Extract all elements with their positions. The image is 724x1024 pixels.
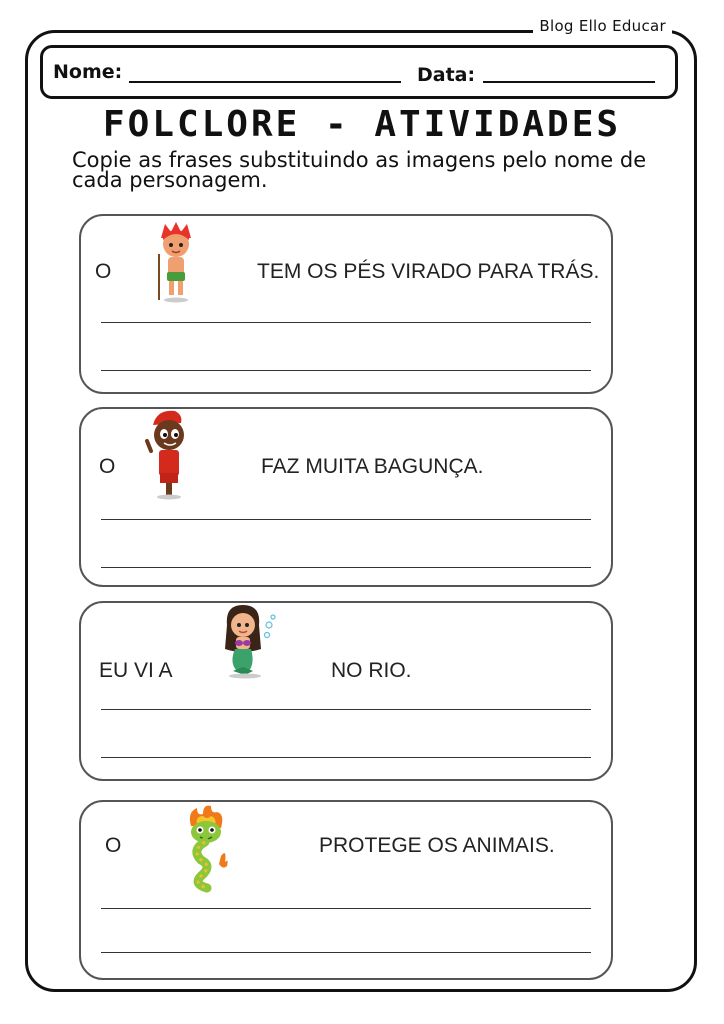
sentence-end: PROTEGE OS ANIMAIS. [319,834,555,857]
iara-mermaid-icon [219,603,281,679]
writing-line[interactable] [101,709,591,710]
writing-line[interactable] [101,322,591,323]
date-field[interactable] [483,81,655,83]
writing-line[interactable] [101,908,591,909]
boitata-snake-icon [181,804,233,894]
sentence-start: EU VI A [99,659,173,682]
curupira-icon [153,222,199,304]
instructions: Copie as frases substituindo as imagens pelo nome de cada personagem. [72,148,647,192]
sentence-start: O [99,455,116,478]
sentence-start: O [95,260,112,283]
blog-credit: Blog Ello Educar [533,17,672,35]
writing-line[interactable] [101,952,591,953]
writing-line[interactable] [101,757,591,758]
activity-card-3 [79,601,613,781]
activity-card-2 [79,407,613,587]
date-label: Data: [417,64,476,86]
activity-card-4 [79,800,613,980]
writing-line[interactable] [101,519,591,520]
sentence-end: FAZ MUITA BAGUNÇA. [261,455,484,478]
page-title: FOLCLORE - ATIVIDADES [102,104,622,145]
sentence-start: O [105,834,122,857]
header-box [40,45,678,99]
sentence-end: TEM OS PÉS VIRADO PARA TRÁS. [257,260,600,283]
saci-icon [143,409,195,501]
name-label: Nome: [53,61,123,83]
sentence-end: NO RIO. [331,659,412,682]
writing-line[interactable] [101,567,591,568]
activity-card-1 [79,214,613,394]
name-field[interactable] [129,81,401,83]
writing-line[interactable] [101,370,591,371]
